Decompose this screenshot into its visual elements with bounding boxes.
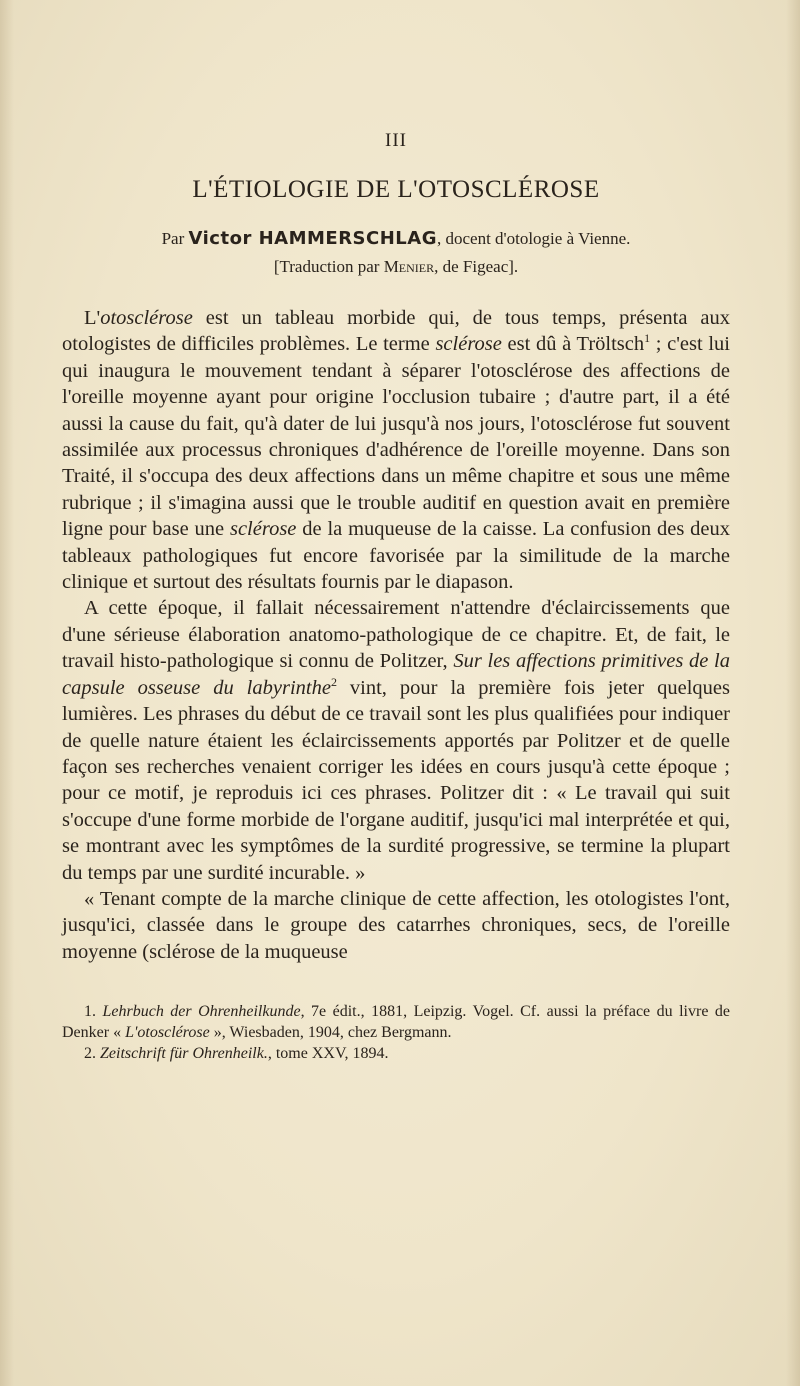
p1-text: de la muqueuse de la caisse. La confusion des deux tableaux pathologiques fut encore favorisée par la similitude de la marche clinique et surtout des résultats fournis par le diapason. [62,518,730,594]
footnote-ref-1: 1 [644,331,651,346]
p1-italic-sclerose: sclérose [229,518,297,541]
footnote-text: , tome XXV, 1894. [267,1045,389,1063]
p1-text: est un tableau morbide qui, de tous temps, présenta aux otologistes de difficiles problèmes. Le terme [62,307,730,356]
translation-close: , de Figeac]. [434,257,519,276]
page-edge-shadow-left [0,0,14,1386]
p2-italic-work-title: Sur les affections primitives de la capsule osseuse du labyrinthe [62,650,730,699]
footnote-text: , 7e édit., 1881, Leipzig. Vogel. Cf. aussi la préface du livre de Denker « [62,1003,731,1042]
p1-italic-sclerose: sclérose [435,333,502,356]
author-name: Victor HAMMERSCHLAG [188,228,437,249]
footnote-title: Lehrbuch der Ohrenheilkunde [102,1003,301,1021]
footnote-1 [62,1001,730,1043]
author-affiliation: , docent d'otologie à Vienne. [436,229,631,248]
footnote-title: L'otosclérose [125,1024,210,1042]
p2-text: vint, pour la première fois jeter quelques lumières. Les phrases du début de ce travail sont les plus qualifiées pour indiquer de quelle nature étaient les éclaircissements apportés par Politzer et de quelle façon ses recherches venaient corriger les idées en cours jusqu'à cette époque ; pour ce motif, je reproduis ici ces phrases. Politzer dit : « Le travail qui suit s'occupe d'une forme morbide de l'organe auditif, jusqu'ici mal interprétée et qui, se montrant avec les symptômes de la surdité progressive, se termine la plupart du temps par une surdité incurable. » [62,676,731,884]
chapter-number: III [385,130,407,151]
p1-text: L' [84,307,101,329]
paragraph-2 [62,595,730,885]
translation-credit [62,257,730,277]
footnote-title: Zeitschrift für Ohrenheilk. [100,1045,268,1063]
footnote-2 [62,1043,730,1064]
chapter-title: L'ÉTIOLOGIE DE L'OTOSCLÉROSE [192,176,600,203]
footnote-number: 2. [84,1045,100,1063]
paragraph-1 [62,305,730,595]
p1-text: ; c'est lui qui inaugura le mouvement tendant à séparer l'otosclérose des affections de l'oreille moyenne ayant pour origine l'occlusion tubaire ; d'autre part, il a été aussi la cause du fait, qu'à dater de lui jusqu'à nos jours, l'otosclérose fut souvent assimilée aux processus chroniques d'adhérence de l'oreille moyenne. Dans son Traité, il s'occupa des deux affections dans un même chapitre et sous une même rubrique ; il s'imagina aussi que le trouble auditif en question avait en première ligne pour base une [62,333,731,541]
byline-prefix: Par [161,229,185,248]
footnote-ref-2: 2 [330,674,337,689]
p1-text: est dû à Tröltsch [501,333,645,356]
translation-open: [Traduction par [273,257,384,276]
byline [62,228,730,249]
translator-name: Menier [383,257,435,276]
p2-text: A cette époque, il fallait nécessairement n'attendre d'éclaircissements que d'une sérieuse élaboration anatomo-pathologique de ce chapitre. Et, de fait, le travail histo-pathologique si connu de Politzer, [62,597,730,673]
footnote-number: 1. [84,1003,103,1021]
p1-italic-otosclerose: otosclérose [100,307,193,329]
p3-text: « Tenant compte de la marche clinique de cette affection, les otologistes l'ont, jusqu'ici, classée dans le groupe des catarrhes chroniques, secs, de l'oreille moyenne (sclérose de la muqueuse [62,887,730,963]
paragraph-3 [62,886,730,965]
text-block [62,130,730,1064]
footnotes [62,1001,730,1064]
page-edge-shadow-right [786,0,800,1386]
footnote-text: », Wiesbaden, 1904, chez Bergmann. [209,1024,452,1042]
